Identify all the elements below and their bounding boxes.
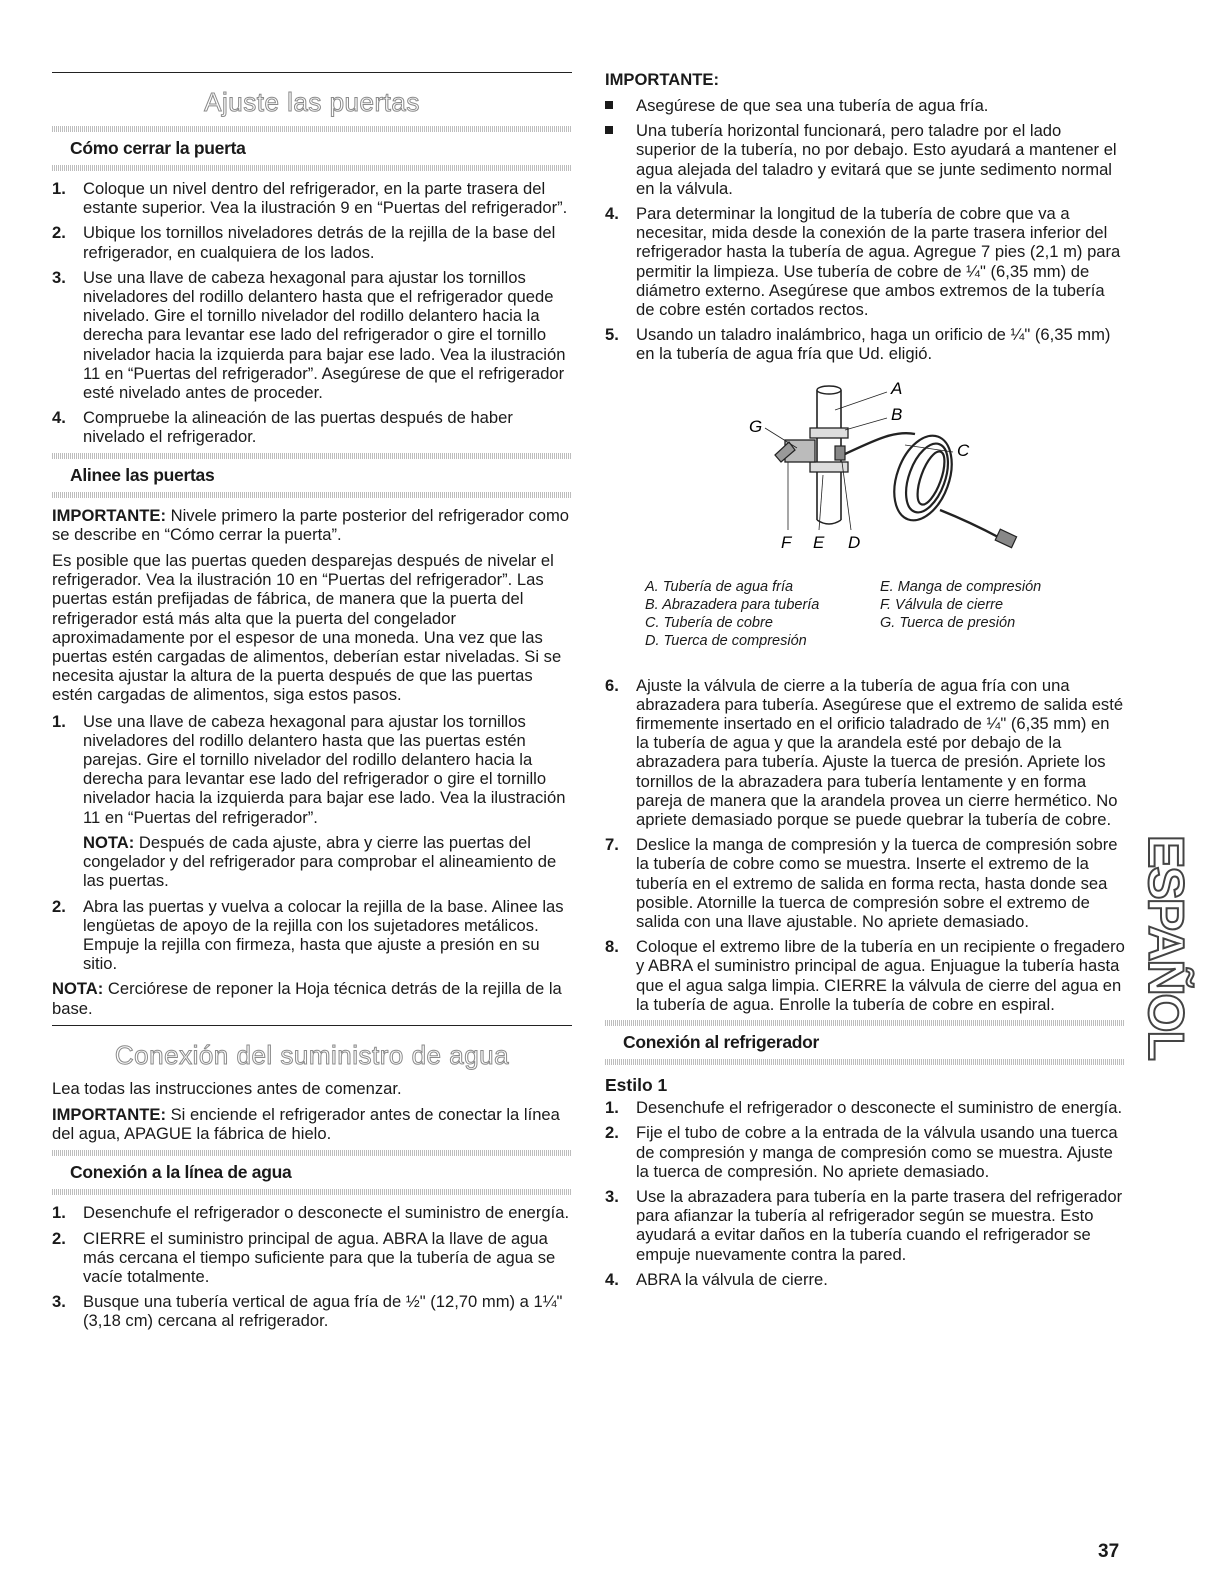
important-note: IMPORTANTE: Si enciende el refrigerador antes de conectar la línea del agua, APAGUE la fábrica de hielo. — [52, 1104, 560, 1144]
section-rule — [52, 72, 572, 73]
list-item: 3. Busque una tubería vertical de agua fría de ½" (12,70 mm) a 1¼" (3,18 cm) cercana al refrigerador. — [52, 1292, 563, 1331]
list-item: 8. Coloque el extremo libre de la tubería en un recipiente o fregadero y ABRA el suministro principal de agua. Enjuague la tubería hasta que el agua salga limpia. CIERRE la válvula de cierre del agua en la tubería de agua. Enrolle la tubería de cobre en espiral. — [605, 937, 1125, 1014]
hatch-rule — [605, 1059, 1125, 1065]
valve-diagram — [605, 370, 1125, 670]
subheading-linea-agua: Conexión a la línea de agua — [70, 1162, 292, 1183]
legend-item: C. Tubería de cobre — [645, 614, 773, 631]
list-item: 1. Desenchufe el refrigerador o desconecte el suministro de energía. — [52, 1203, 570, 1223]
list-item: 2. Abra las puertas y vuelva a colocar la rejilla de la base. Alinee las lengüetas de apoyo de la rejilla con los sujetadores metálicos. Empuje la rejilla con firmeza, hasta que ajuste a presión en su sitio. — [52, 896, 564, 974]
legend-item: E. Manga de compresión — [880, 578, 1042, 595]
list-item: 5. Usando un taladro inalámbrico, haga un orificio de ¼" (6,35 mm) en la tubería de agua fría que Ud. eligió. — [605, 325, 1111, 364]
figure-letter: F — [781, 532, 792, 552]
list-item: 4. Para determinar la longitud de la tubería de cobre que va a necesitar, mida desde la conexión de la parte trasera inferior del refrigerador hasta la tubería de agua. Agregue 7 pies (2,1 m) para permitir la limpieza. Use tubería de cobre de ¼" (6,35 mm) de diámetro externo. Asegúrese que ambos extremos de la tubería de cobre estén cortados rectos. — [605, 204, 1121, 320]
figure-letter: B — [891, 404, 903, 424]
list-item: 4. Compruebe la alineación de las puertas después de haber nivelado el refrigerador. — [52, 408, 513, 447]
square-bullet-icon — [605, 101, 613, 109]
steps-continued — [605, 204, 1125, 364]
list-item: 3. Use una llave de cabeza hexagonal para ajustar los tornillos niveladores del rodillo delantero hasta que el refrigerador quede nivelado. Gire el tornillo nivelador del rodillo delantero hacia la derecha para levantar ese lado del refrigerador o gire el tornillo nivelador hacia la izquierda para bajar ese lado. Vea la ilustración 11 en “Puertas del refrigerador”. Asegúrese de que el refrigerador esté nivelado antes de proceder. — [52, 267, 566, 403]
note: NOTA: Cerciórese de reponer la Hoja técnica detrás de la rejilla de la base. — [52, 979, 562, 1018]
list-item: 3. Use la abrazadera para tubería en la parte trasera del refrigerador para afianzar la tubería al refrigerador según se muestra. Esto ayudará a evitar daños en la tubería cuando el refrigerador se empuje nuevamente contra la pared. — [605, 1186, 1123, 1264]
square-bullet-icon — [605, 126, 613, 134]
language-side-tab: ESPAÑOL — [1138, 835, 1194, 1059]
steps-alinee-puertas — [52, 712, 572, 974]
legend-item: D. Tuerca de compresión — [645, 632, 807, 649]
style-heading: Estilo 1 — [605, 1075, 668, 1096]
steps-valve — [605, 676, 1125, 1014]
steps-linea-agua — [52, 1203, 572, 1330]
note: NOTA: Después de cada ajuste, abra y cierre las puertas del congelador y del refrigerador para comprobar el alineamiento de las puertas. — [83, 832, 557, 891]
list-item: 7. Deslice la manga de compresión y la tuerca de compresión sobre la tubería de cobre como se muestra. Inserte el extremo de la tubería en el extremo de salida en forma recta, hasta donde sea posible. Atornille la tuerca de compresión sobre el extremo de salida con una llave ajustable. No apriete demasiado. — [605, 835, 1118, 932]
figure-letter: A — [891, 378, 903, 398]
important-heading: IMPORTANTE: — [605, 70, 719, 89]
section-rule — [52, 1025, 572, 1026]
right-column — [605, 0, 1125, 1295]
subheading-cerrar-puerta: Cómo cerrar la puerta — [70, 138, 246, 158]
list-item: 4. ABRA la válvula de cierre. — [605, 1269, 828, 1289]
subheading-conexion-refrigerador: Conexión al refrigerador — [623, 1032, 820, 1053]
figure-letter: C — [957, 440, 970, 460]
legend-item: G. Tuerca de presión — [880, 614, 1016, 631]
legend-item: F. Válvula de cierre — [880, 596, 1004, 613]
hatch-rule — [52, 1189, 572, 1195]
figure-letter: E — [813, 532, 825, 552]
list-item: 1. Coloque un nivel dentro del refrigerador, en la parte trasera del estante superior. Vea la ilustración 9 en “Puertas del refrigerador”. — [52, 179, 568, 218]
list-item: 1. Desenchufe el refrigerador o desconecte el suministro de energía. — [605, 1098, 1123, 1118]
list-item: 2. Ubique los tornillos niveladores detrás de la rejilla de la base del refrigerador, en cualquiera de los lados. — [52, 223, 556, 262]
steps-cerrar-puerta — [52, 179, 572, 447]
list-item: 1. Use una llave de cabeza hexagonal para ajustar los tornillos niveladores del rodillo delantero hasta que las puertas estén parejas. Gire el tornillo nivelador del rodillo delantero hacia la derecha para levantar ese lado del refrigerador o gire el tornillo nivelador hacia la izquierda para bajar ese lado. Vea la ilustración 11 en “Puertas del refrigerador”. NOTA: Después de cada ajuste, abra y cierre las puertas del congelador y del refrigerador para comprobar el alineamiento de las puertas. — [52, 712, 572, 891]
list-item: Asegúrese de que sea una tubería de agua fría. — [605, 96, 1125, 115]
subheading-alinee-puertas: Alinee las puertas — [70, 464, 215, 485]
shutoff-valve-illustration — [605, 370, 1125, 580]
section-title-ajuste: Ajuste las puertas — [204, 87, 420, 117]
paragraph: Es posible que las puertas queden desparejas después de nivelar el refrigerador. Vea la ilustración 10 en “Puertas del refrigerador”. Las puertas están prefijadas de fábrica, de manera que la puerta del refrigerador está más alta que la puerta del congelador aproximadamente por el espesor de una moneda. Una vez que las puertas estén cargadas de alimentos, deberían estar niveladas. Si se necesita ajustar la altura de la puerta después de que las puertas estén cargadas de alimentos, siga estos pasos. — [52, 551, 562, 705]
hatch-rule — [52, 126, 572, 132]
legend-item: A. Tubería de agua fría — [645, 578, 794, 595]
section-title-conexion: Conexión del suministro de agua — [114, 1039, 510, 1070]
steps-estilo-1 — [605, 1098, 1125, 1289]
page-number: 37 — [1098, 1541, 1120, 1562]
hatch-rule — [52, 492, 572, 498]
list-item: Una tubería horizontal funcionará, pero taladre por el lado superior de la tubería, no por debajo. Esto ayudará a mantener el agua alejada del taladro y evitará que se junte sedimento normal en la válvula. — [605, 121, 1125, 198]
hatch-rule — [52, 1150, 572, 1156]
hatch-rule — [605, 1020, 1125, 1026]
list-item: 2. CIERRE el suministro principal de agua. ABRA la llave de agua más cercana el tiempo suficiente para que la tubería de agua se vacíe totalmente. — [52, 1228, 556, 1286]
figure-letter: G — [749, 416, 763, 436]
important-note: IMPORTANTE: Nivele primero la parte posterior del refrigerador como se describe en “Cómo cerrar la puerta”. — [52, 505, 570, 544]
figure-letter: D — [848, 532, 861, 552]
list-item: 2. Fije el tubo de cobre a la entrada de la válvula usando una tuerca de compresión y manga de compresión como se muestra. Ajuste la tuerca de compresión. No apriete demasiado. — [605, 1123, 1118, 1181]
legend-item: B. Abrazadera para tubería — [645, 596, 820, 613]
list-item: 6. Ajuste la válvula de cierre a la tubería de agua fría con una abrazadera para tubería. Asegúrese que el extremo de salida esté firmemente insertado en el orificio taladrado de ¼" (6,35 mm) en la tubería de agua y que la arandela esté por debajo de la abrazadera para tubería. Ajuste la tuerca de presión. Apriete los tornillos de la abrazadera para tubería lentamente y en forma pareja de manera que la arandela provea un cierre hermético. No apriete demasiado porque se puede quebrar la tubería de cobre. — [605, 675, 1124, 830]
important-bullets — [605, 96, 1125, 198]
hatch-rule — [52, 165, 572, 171]
left-column — [52, 0, 572, 1337]
hatch-rule — [52, 453, 572, 459]
paragraph: Lea todas las instrucciones antes de comenzar. — [52, 1078, 402, 1098]
